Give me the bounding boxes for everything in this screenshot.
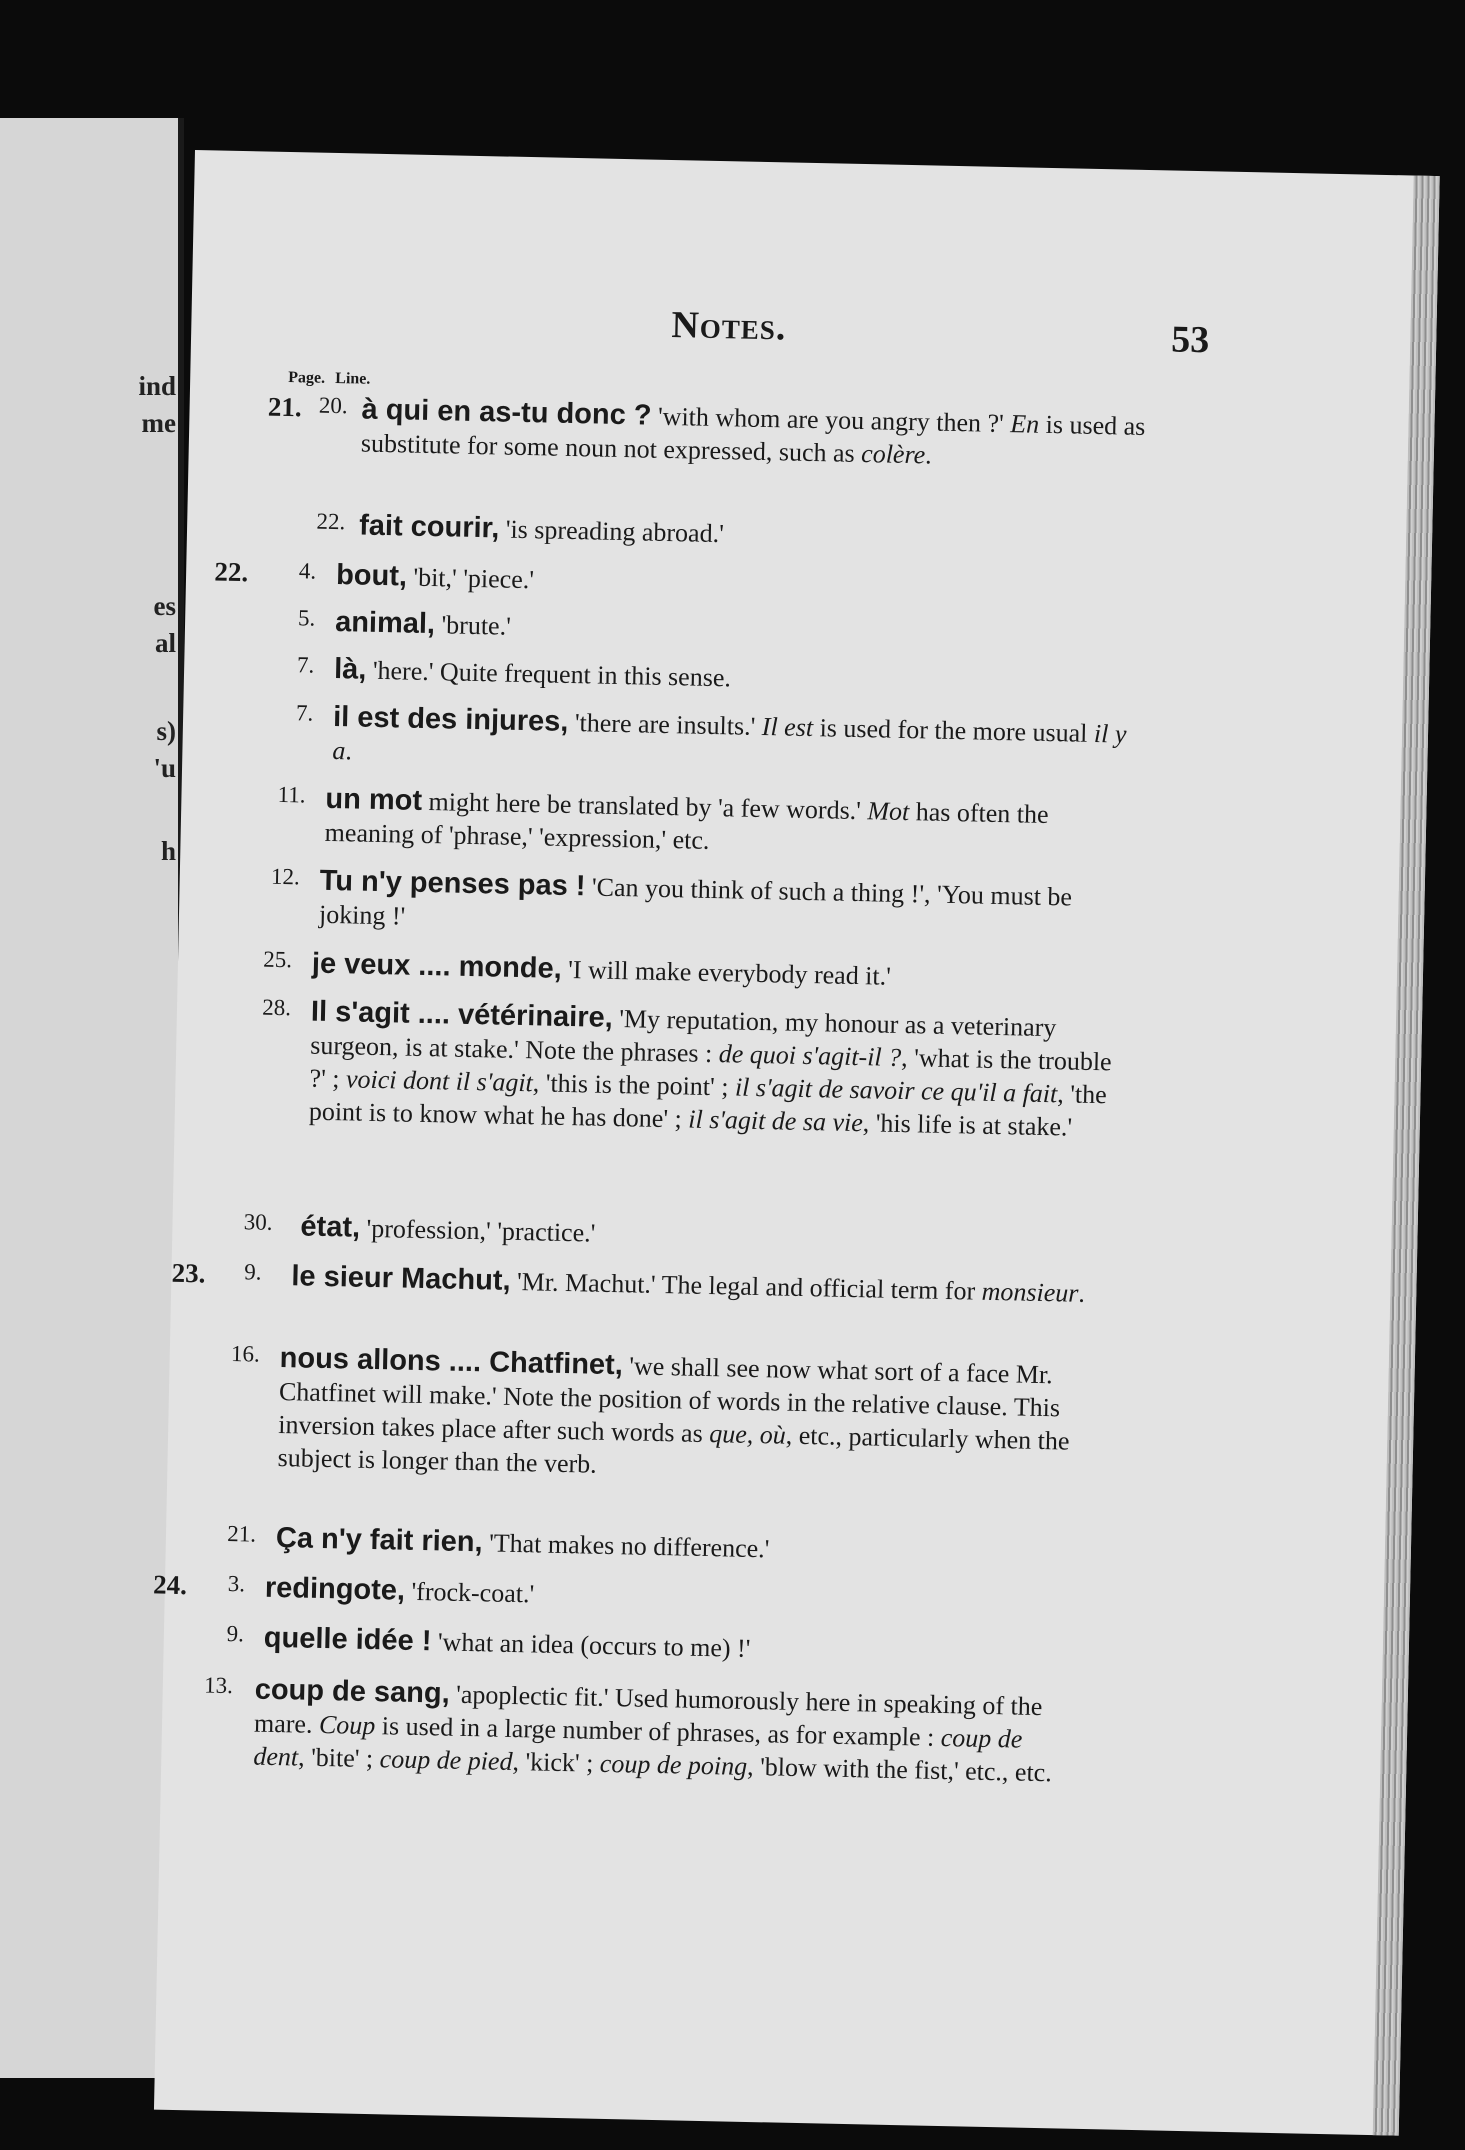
note-page-number: 24. — [152, 1569, 188, 1601]
note-term: un mot — [325, 782, 423, 817]
note-page-number: 22. — [214, 556, 249, 588]
note-line-number: 16. — [230, 1341, 261, 1367]
note-page-number — [238, 507, 300, 508]
note-text — [334, 653, 1145, 703]
note-entry — [185, 650, 1430, 693]
note-text — [277, 1342, 1090, 1491]
left-page-text: s) — [156, 716, 176, 746]
note-gloss: might here be translated by 'a few words.' — [421, 786, 868, 826]
note-line-number: 5. — [297, 605, 316, 631]
note-gloss: 'apoplectic fit.' Used humorously here in speaking of the mare. — [253, 1679, 1043, 1739]
note-entry — [178, 945, 1423, 991]
note-term: je veux .... monde, — [311, 947, 563, 985]
note-entry — [186, 603, 1431, 641]
note-text — [324, 783, 1135, 866]
note-italic: il y a — [332, 718, 1127, 766]
note-term: fait courir, — [358, 509, 500, 545]
note-text — [291, 1260, 1102, 1310]
note-text — [300, 1210, 1111, 1260]
note-gloss: 'Can you think of such a thing !', 'You must be joking !' — [318, 872, 1073, 931]
note-entry — [184, 698, 1429, 766]
note-page-number — [177, 993, 239, 994]
note-page-number — [186, 603, 248, 604]
note-page-number — [184, 698, 246, 699]
note-line-number: 3. — [227, 1571, 246, 1597]
note-line-number: 30. — [243, 1209, 273, 1235]
note-italic: il s'agit de savoir ce qu'il a fait — [734, 1072, 1058, 1109]
note-term: Tu n'y penses pas ! — [319, 864, 586, 903]
left-page-text: 'u — [153, 753, 176, 783]
note-text — [335, 606, 1146, 656]
note-entry — [190, 390, 1435, 470]
note-italic: En — [1010, 409, 1040, 439]
note-entry — [188, 506, 1433, 549]
note-gloss: 'profession,' 'practice.' — [359, 1213, 596, 1248]
page-number: 53 — [1170, 318, 1210, 362]
note-entry — [173, 1208, 1418, 1248]
column-head-line: Line. — [335, 369, 371, 388]
note-line-number: 22. — [316, 508, 346, 535]
note-italic: de quoi s'agit-il ? — [718, 1039, 902, 1072]
note-gloss: 'Mr. Machut.' The legal and official term for — [510, 1266, 982, 1306]
note-page-number — [185, 650, 247, 651]
note-page-number — [178, 945, 240, 946]
note-line-number: 7. — [296, 652, 315, 678]
note-gloss: 'what an idea (occurs to me) !' — [431, 1627, 751, 1663]
note-line-number: 4. — [298, 558, 317, 584]
note-term: bout, — [335, 559, 408, 593]
note-line-number: 13. — [203, 1672, 234, 1699]
note-term: coup de sang, — [254, 1673, 451, 1710]
note-entry — [182, 780, 1427, 855]
left-page-text: al — [154, 628, 176, 658]
note-rest: . — [1078, 1278, 1086, 1308]
note-gloss: 'brute.' — [434, 610, 512, 641]
note-gloss: 'bit,' 'piece.' — [406, 562, 535, 595]
left-page-fragment — [0, 118, 184, 2078]
note-gloss: 'there are insults.' — [568, 707, 763, 741]
note-line-number: 9. — [226, 1620, 245, 1647]
note-entry — [163, 1672, 1408, 1788]
column-head-page: Page. — [288, 369, 326, 387]
note-line-number: 21. — [227, 1520, 257, 1547]
note-term: animal, — [334, 606, 436, 641]
note-term: le sieur Machut, — [291, 1260, 511, 1297]
note-rest: is used in a large number of phrases, as for example : — [375, 1711, 942, 1752]
note-text — [253, 1674, 1065, 1790]
note-rest: , 'his life is at stake.' — [862, 1108, 1073, 1142]
note-line-number: 11. — [277, 781, 306, 808]
note-line-number: 7. — [295, 700, 314, 726]
note-line-number: 12. — [270, 863, 301, 890]
left-page-text: me — [141, 408, 176, 438]
page-title: Notes. — [670, 304, 787, 349]
note-rest: is used as substitute for some noun not expressed, such as — [360, 409, 1146, 469]
note-italic: coup de dent — [253, 1722, 1023, 1772]
note-rest: , 'the point is to know what he has done' ; — [308, 1079, 1108, 1134]
note-term: état, — [300, 1210, 361, 1244]
note-term: là, — [333, 653, 367, 686]
note-italic: voici dont il s'agit — [345, 1064, 534, 1098]
note-text — [319, 865, 1130, 948]
note-italic: coup de poing — [599, 1748, 748, 1781]
left-page-text: ind — [138, 371, 176, 401]
note-entry — [152, 1569, 1410, 1609]
note-entry — [170, 1340, 1415, 1479]
note-gloss: 'with whom are you angry then ?' — [651, 401, 1011, 439]
note-rest: , 'what is the trouble ?' ; — [309, 1042, 1112, 1094]
book-page — [154, 150, 1440, 2136]
note-gloss: 'here.' Quite frequent in this sense. — [366, 655, 732, 693]
note-gloss: 'we shall see now what sort of a face Mr. Chatfinet will make.' Note the position of words in the relative clause. This inversion takes place after such words as — [278, 1351, 1061, 1449]
note-rest: , 'kick' ; — [512, 1747, 601, 1778]
note-term: à qui en as-tu donc ? — [361, 393, 652, 432]
note-term: Il s'agit .... vétérinaire, — [310, 995, 614, 1034]
note-rest: is used for the more usual — [812, 713, 1095, 748]
note-italic: Coup — [318, 1709, 376, 1741]
note-italic: Il est — [761, 712, 814, 743]
note-entry — [180, 862, 1425, 931]
note-term: il est des injures, — [332, 701, 569, 738]
note-term: redingote, — [264, 1571, 406, 1607]
note-term: quelle idée ! — [263, 1621, 432, 1658]
note-line-number: 28. — [262, 994, 292, 1021]
note-entry — [177, 993, 1422, 1142]
note-gloss: 'is spreading abroad.' — [499, 514, 725, 549]
note-gloss: 'frock-coat.' — [404, 1576, 535, 1609]
note-term: nous allons .... Chatfinet, — [279, 1342, 624, 1382]
note-page-number — [182, 780, 244, 781]
note-line-number: 25. — [263, 946, 293, 973]
note-line-number: 9. — [244, 1259, 262, 1285]
note-entry — [186, 556, 1431, 595]
left-page-text: es — [153, 591, 176, 621]
note-rest: . — [345, 736, 353, 766]
note-entry — [164, 1620, 1409, 1663]
note-text — [361, 394, 1172, 477]
note-entry — [171, 1257, 1417, 1308]
note-page-number — [180, 862, 242, 863]
note-entry — [166, 1520, 1411, 1564]
note-italic: que, où — [708, 1419, 787, 1450]
note-text — [332, 701, 1143, 784]
note-page-number: 21. — [267, 391, 302, 423]
note-gloss: 'My reputation, my honour as a veterinary surgeon, is at stake.' Note the phrases : — [309, 1003, 1057, 1069]
note-line-number: 20. — [318, 392, 348, 419]
note-text — [359, 510, 1170, 560]
left-page-text: h — [160, 836, 176, 866]
note-text — [312, 948, 1123, 998]
notes-list — [154, 150, 1440, 2136]
note-rest: , 'bite' ; — [297, 1742, 381, 1774]
note-rest: . — [924, 440, 933, 470]
note-italic: il s'agit de sa vie — [687, 1104, 864, 1138]
note-italic: coup de pied — [379, 1744, 513, 1776]
note-italic: Mot — [867, 796, 910, 827]
note-rest: , 'this is the point' ; — [532, 1068, 736, 1102]
note-text — [264, 1622, 1075, 1672]
note-text — [309, 996, 1122, 1145]
note-gloss: 'I will make everybody read it.' — [561, 954, 892, 991]
note-italic: monsieur — [981, 1276, 1079, 1308]
note-text — [265, 1572, 1076, 1622]
note-text — [336, 559, 1147, 609]
note-rest: , 'blow with the fist,' etc., etc. — [746, 1751, 1053, 1788]
note-italic: colère — [860, 439, 926, 470]
note-gloss: 'That makes no difference.' — [482, 1528, 770, 1564]
note-rest: , etc., particularly when the subject is longer than the verb. — [277, 1420, 1070, 1479]
note-page-number: 23. — [171, 1257, 206, 1289]
note-term: Ça n'y fait rien, — [275, 1522, 483, 1559]
note-rest: has often the meaning of 'phrase,' 'expression,' etc. — [324, 797, 1049, 855]
note-text — [276, 1522, 1087, 1572]
